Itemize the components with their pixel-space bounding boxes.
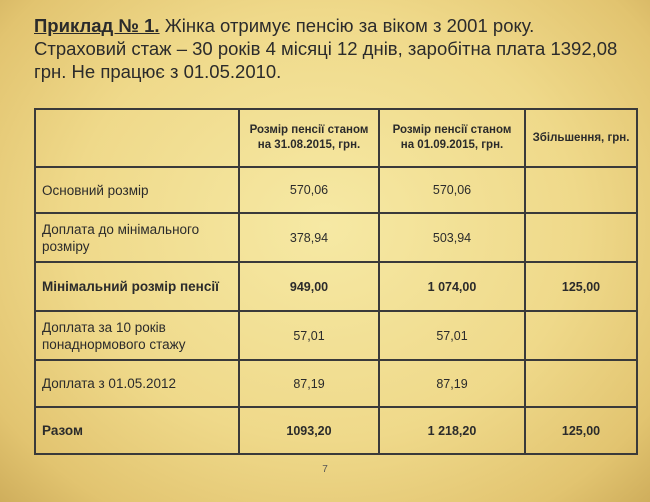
row-increase <box>525 360 637 407</box>
row-value-after: 570,06 <box>379 167 525 213</box>
intro-line-1 <box>34 14 634 37</box>
row-value-after: 57,01 <box>379 311 525 360</box>
row-value-before: 1093,20 <box>239 407 379 454</box>
header-cell-empty <box>35 109 239 167</box>
intro-line-3: грн. Не працює з 01.05.2010. <box>34 61 282 82</box>
row-name: Доплата за 10 років понаднормового стажу <box>35 311 239 360</box>
table-row <box>35 213 637 262</box>
row-name: Доплата з 01.05.2012 <box>35 360 239 407</box>
row-increase <box>525 213 637 262</box>
table-row <box>35 311 637 360</box>
row-increase <box>525 167 637 213</box>
row-increase: 125,00 <box>525 262 637 311</box>
header-cell-increase: Збільшення, грн. <box>525 109 637 167</box>
row-value-before: 378,94 <box>239 213 379 262</box>
row-value-after: 1 218,20 <box>379 407 525 454</box>
example-label: Приклад № 1. <box>34 15 160 36</box>
table-row <box>35 167 637 213</box>
table-header-row <box>35 109 637 167</box>
intro-line-2: Страховий стаж – 30 років 4 місяці 12 днів, заробітна плата 1392,08 <box>34 38 618 59</box>
pension-table <box>34 108 638 455</box>
row-name: Мінімальний розмір пенсії <box>35 262 239 311</box>
page-number: 7 <box>322 464 328 475</box>
row-increase <box>525 311 637 360</box>
intro-line-1-text: Жінка отримує пенсію за віком з 2001 року. <box>159 15 535 36</box>
row-name: Доплата до мінімального розміру <box>35 213 239 262</box>
row-value-before: 87,19 <box>239 360 379 407</box>
row-value-after: 1 074,00 <box>379 262 525 311</box>
row-value-before: 570,06 <box>239 167 379 213</box>
table-row <box>35 262 637 311</box>
intro-text <box>34 14 634 83</box>
row-value-before: 57,01 <box>239 311 379 360</box>
row-value-before: 949,00 <box>239 262 379 311</box>
row-name: Основний розмір <box>35 167 239 213</box>
row-increase: 125,00 <box>525 407 637 454</box>
row-name: Разом <box>35 407 239 454</box>
row-value-after: 87,19 <box>379 360 525 407</box>
table-row <box>35 407 637 454</box>
header-cell-pension-31-08: Розмір пенсії станом на 31.08.2015, грн. <box>239 109 379 167</box>
header-cell-pension-01-09: Розмір пенсії станом на 01.09.2015, грн. <box>379 109 525 167</box>
table-row <box>35 360 637 407</box>
row-value-after: 503,94 <box>379 213 525 262</box>
